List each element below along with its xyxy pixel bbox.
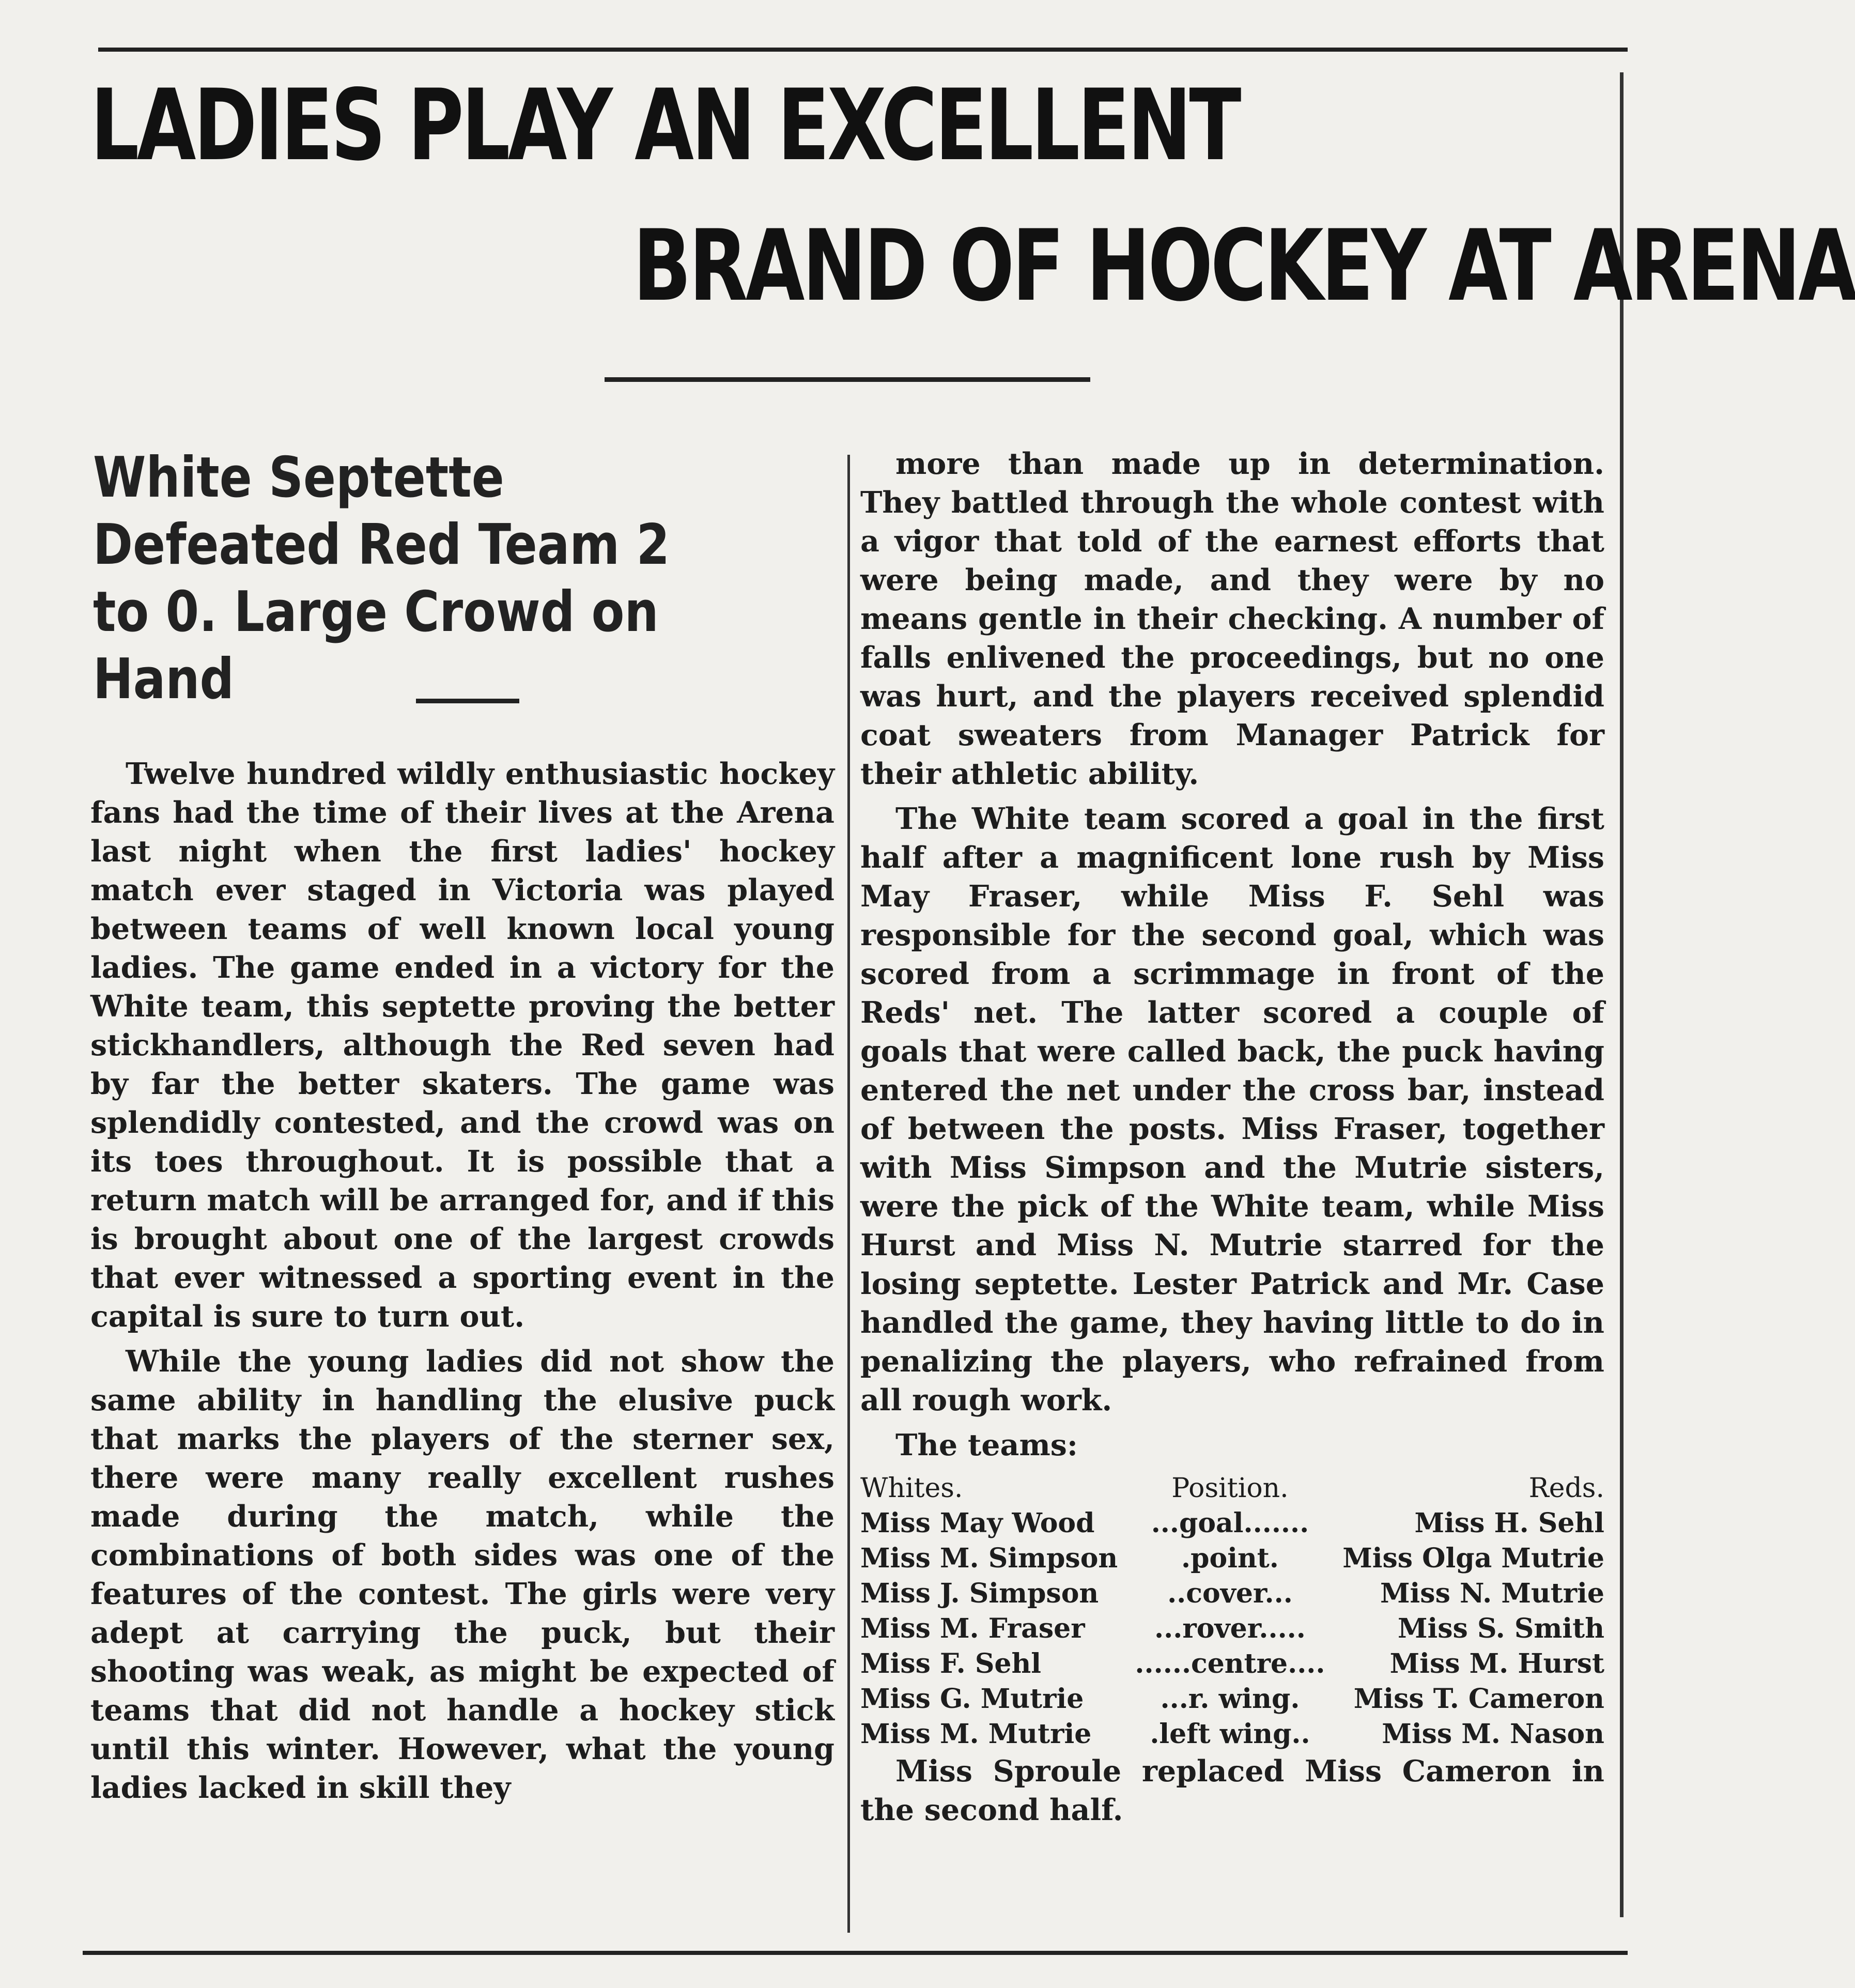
- white-player: Miss May Wood: [860, 1507, 1095, 1539]
- white-player: Miss G. Mutrie: [860, 1683, 1084, 1715]
- red-player: Miss M. Nason: [1382, 1718, 1604, 1750]
- paragraph: While the young ladies did not show the same ability in handling the elusive puck that marks the players of the sterner sex, there were many really excellent rushes made during the match, while the combinations of both sides was one of the features of the contest. The girls were very adept at carrying the puck, but their shooting was weak, as might be expected of teams that did not handle a hockey stick until this winter. However, what the young ladies lacked in skill they: [90, 1344, 834, 1805]
- red-player: Miss M. Hurst: [1389, 1648, 1604, 1679]
- position: ..cover...: [1167, 1578, 1293, 1609]
- bottom-rule: [83, 1951, 1628, 1955]
- red-player: Miss T. Cameron: [1353, 1683, 1604, 1715]
- article-column-2: [860, 444, 1604, 1836]
- top-rule: [98, 48, 1628, 52]
- lineup-row: [860, 1717, 1604, 1752]
- lineup-row: [860, 1541, 1604, 1576]
- lineup-row: [860, 1682, 1604, 1717]
- position: .point.: [1181, 1543, 1279, 1574]
- lineup-row: [860, 1576, 1604, 1611]
- team-lineup-table: [860, 1471, 1604, 1752]
- subhead-dash: [416, 699, 519, 703]
- headline-line-2: BRAND OF HOCKEY AT ARENA: [633, 209, 1855, 323]
- white-player: Miss M. Simpson: [860, 1543, 1118, 1574]
- red-player: Miss H. Sehl: [1414, 1507, 1604, 1539]
- article-column-1: [90, 754, 834, 1813]
- position: ...goal.......: [1151, 1507, 1309, 1539]
- paragraph: The White team scored a goal in the first half after a magnificent lone rush by Miss May Fraser, while Miss F. Sehl was responsible for the second goal, which was scored from a scrimmage in front of the Reds' net. The latter scored a couple of goals that were called back, the puck having entered the net under the cross bar, instead of between the posts. Miss Fraser, together with Miss Simpson and the Mutrie sisters, were the pick of the White team, while Miss Hurst and Miss N. Mutrie starred for the losing septette. Lester Patrick and Mr. Case handled the game, they having little to do in penalizing the players, who refrained from all rough work.: [860, 802, 1604, 1417]
- lineup-row: [860, 1611, 1604, 1646]
- header-whites: Whites.: [860, 1473, 963, 1504]
- red-player: Miss Olga Mutrie: [1342, 1543, 1604, 1574]
- header-reds: Reds.: [1528, 1473, 1604, 1504]
- white-player: Miss F. Sehl: [860, 1648, 1042, 1679]
- red-player: Miss N. Mutrie: [1380, 1578, 1604, 1609]
- position: ...rover.....: [1154, 1613, 1306, 1644]
- header-position: Position.: [1171, 1473, 1289, 1504]
- headline-line-1: LADIES PLAY AN EXCELLENT: [90, 68, 1239, 182]
- position: .left wing..: [1150, 1718, 1310, 1750]
- position: ......centre....: [1135, 1648, 1325, 1679]
- column-divider: [847, 455, 850, 1933]
- lineup-row: [860, 1506, 1604, 1541]
- headline-divider: [605, 377, 1090, 382]
- lineup-header-row: [860, 1471, 1604, 1506]
- subheadline: White Septette Defeated Red Team 2 to 0. Large Crowd on Hand: [93, 445, 670, 712]
- white-player: Miss M. Mutrie: [860, 1718, 1092, 1750]
- white-player: Miss M. Fraser: [860, 1613, 1085, 1644]
- lineup-row: [860, 1646, 1604, 1682]
- closing-note: Miss Sproule replaced Miss Cameron in the second half.: [860, 1754, 1604, 1827]
- paragraph: more than made up in determination. They battled through the whole contest with a vigor that told of the earnest efforts that were being made, and they were by no means gentle in their checking. A number of falls enlivened the proceedings, but no one was hurt, and the players received splendid coat sweaters from Manager Patrick for their athletic ability.: [860, 446, 1604, 791]
- red-player: Miss S. Smith: [1397, 1613, 1604, 1644]
- teams-title: The teams:: [895, 1428, 1078, 1462]
- white-player: Miss J. Simpson: [860, 1578, 1099, 1609]
- position: ...r. wing.: [1160, 1683, 1300, 1715]
- right-column-rule: [1620, 72, 1624, 1917]
- paragraph: Twelve hundred wildly enthusiastic hockey fans had the time of their lives at the Arena last night when the first ladies' hockey match ever staged in Victoria was played between teams of well known local young ladies. The game ended in a victory for the White team, this septette proving the better stickhandlers, although the Red seven had by far the better skaters. The game was splendidly contested, and the crowd was on its toes throughout. It is possible that a return match will be arranged for, and if this is brought about one of the largest crowds that ever witnessed a sporting event in the capital is sure to turn out.: [90, 757, 834, 1334]
